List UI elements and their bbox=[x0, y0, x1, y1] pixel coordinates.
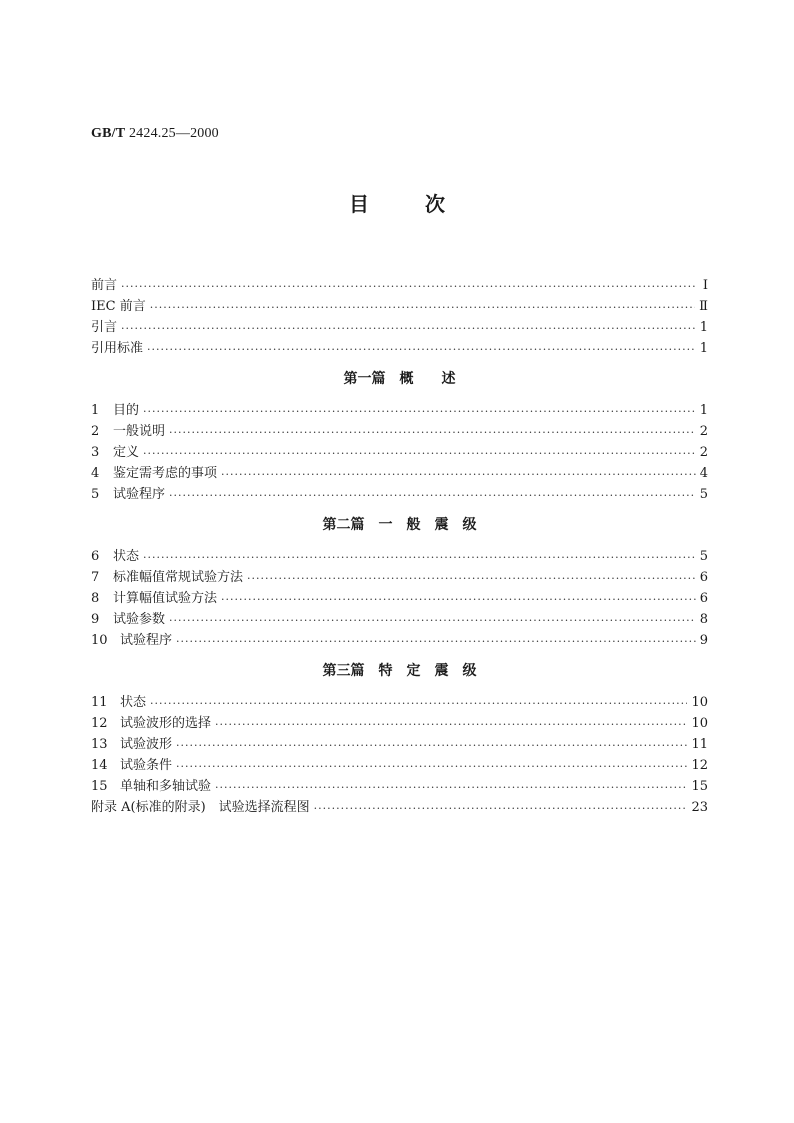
toc-entry-page: 2 bbox=[699, 424, 708, 439]
toc-entry-label: 状态 bbox=[120, 695, 147, 710]
leader-dots bbox=[147, 340, 696, 359]
standard-code bbox=[91, 126, 219, 142]
leader-dots bbox=[121, 319, 696, 338]
toc-entry-number: 9 bbox=[91, 612, 100, 627]
toc-entry-page: 23 bbox=[691, 800, 708, 815]
toc-entry[interactable] bbox=[91, 546, 708, 567]
toc-entry-page: 6 bbox=[699, 591, 708, 606]
toc-entry-page: 2 bbox=[699, 445, 708, 460]
toc-entry[interactable] bbox=[91, 755, 708, 776]
toc-entry[interactable] bbox=[91, 484, 708, 505]
leader-dots bbox=[150, 298, 695, 317]
toc-title-char-1: 目 bbox=[349, 192, 369, 216]
toc-entry-label: 目的 bbox=[113, 403, 140, 418]
leader-dots bbox=[169, 611, 696, 630]
leader-dots bbox=[247, 569, 696, 588]
toc-entry-iec-preface[interactable] bbox=[91, 296, 708, 317]
toc-entry[interactable] bbox=[91, 567, 708, 588]
toc-entry-label: 定义 bbox=[113, 445, 140, 460]
toc-entry-preface[interactable] bbox=[91, 275, 708, 296]
toc-entry-page: 10 bbox=[691, 695, 708, 710]
toc-entry-number: 12 bbox=[91, 716, 108, 731]
toc-entry-label: 试验波形 bbox=[120, 737, 173, 752]
toc-entry[interactable] bbox=[91, 400, 708, 421]
leader-dots bbox=[215, 715, 687, 734]
toc-entry-page: 8 bbox=[699, 612, 708, 627]
toc-entry-number: 3 bbox=[91, 445, 100, 460]
toc-entry-number: 2 bbox=[91, 424, 100, 439]
toc-entry-page: 12 bbox=[691, 758, 708, 773]
toc-entry[interactable] bbox=[91, 442, 708, 463]
toc-entry-label: 试验程序 bbox=[113, 487, 166, 502]
toc-entry[interactable] bbox=[91, 609, 708, 630]
toc-entry-label: 前言 bbox=[91, 278, 118, 293]
toc-entry-label: 鉴定需考虑的事项 bbox=[113, 466, 218, 481]
toc-entry-label: 标准幅值常规试验方法 bbox=[113, 570, 244, 585]
toc-entry-page: 5 bbox=[699, 549, 708, 564]
leader-dots bbox=[143, 548, 696, 567]
toc-entry-label: 附录 A(标准的附录) 试验选择流程图 bbox=[91, 800, 310, 815]
part-heading-3: 第三篇 特 定 震 级 bbox=[322, 663, 477, 679]
toc-entry-label: 试验条件 bbox=[120, 758, 173, 773]
toc-entry-page: 9 bbox=[699, 633, 708, 648]
toc-entry[interactable] bbox=[91, 421, 708, 442]
leader-dots bbox=[169, 486, 696, 505]
toc-entry-label: 一般说明 bbox=[113, 424, 166, 439]
toc-entry[interactable] bbox=[91, 588, 708, 609]
part-heading-1: 第一篇 概 述 bbox=[343, 371, 456, 387]
toc-entry-appendix-a[interactable] bbox=[91, 797, 708, 818]
toc-entry[interactable] bbox=[91, 463, 708, 484]
toc-entry-label: 引言 bbox=[91, 320, 118, 335]
toc-entry-number: 10 bbox=[91, 633, 108, 648]
toc-entry-label: 单轴和多轴试验 bbox=[120, 779, 212, 794]
toc-entry-number: 5 bbox=[91, 487, 100, 502]
leader-dots bbox=[150, 694, 687, 713]
toc-entry-page: Ⅱ bbox=[699, 299, 708, 314]
leader-dots bbox=[215, 778, 687, 797]
toc-entry-label: 计算幅值试验方法 bbox=[113, 591, 218, 606]
toc-entry-number: 7 bbox=[91, 570, 100, 585]
toc-entry[interactable] bbox=[91, 630, 708, 651]
toc-entry-number: 15 bbox=[91, 779, 108, 794]
standard-prefix: GB/T bbox=[91, 126, 126, 141]
toc-entry-label: 试验波形的选择 bbox=[120, 716, 212, 731]
toc-entry-page: 10 bbox=[691, 716, 708, 731]
part-heading-2: 第二篇 一 般 震 级 bbox=[322, 517, 477, 533]
leader-dots bbox=[143, 444, 696, 463]
toc-entry-introduction[interactable] bbox=[91, 317, 708, 338]
toc-entry-number: 8 bbox=[91, 591, 100, 606]
toc-entry-label: 引用标准 bbox=[91, 341, 144, 356]
toc-entry[interactable] bbox=[91, 692, 708, 713]
leader-dots bbox=[121, 277, 696, 296]
toc-title bbox=[0, 188, 794, 217]
toc-entry-page: 1 bbox=[699, 320, 708, 335]
toc-entry-label: 试验程序 bbox=[120, 633, 173, 648]
table-of-contents bbox=[91, 275, 708, 818]
leader-dots bbox=[143, 402, 696, 421]
leader-dots bbox=[176, 736, 687, 755]
toc-entry[interactable] bbox=[91, 776, 708, 797]
toc-entry-page: I bbox=[702, 278, 708, 293]
leader-dots bbox=[221, 465, 696, 484]
toc-entry-number: 14 bbox=[91, 758, 108, 773]
toc-entry-number: 6 bbox=[91, 549, 100, 564]
toc-entry-page: 4 bbox=[699, 466, 708, 481]
toc-entry-number: 11 bbox=[91, 695, 108, 710]
toc-entry-page: 15 bbox=[691, 779, 708, 794]
toc-entry-page: 1 bbox=[699, 341, 708, 356]
toc-entry-number: 13 bbox=[91, 737, 108, 752]
leader-dots bbox=[169, 423, 696, 442]
leader-dots bbox=[314, 799, 688, 818]
toc-entry-number: 4 bbox=[91, 466, 100, 481]
toc-title-char-2: 次 bbox=[425, 192, 445, 216]
leader-dots bbox=[176, 632, 696, 651]
toc-entry-page: 6 bbox=[699, 570, 708, 585]
toc-entry[interactable] bbox=[91, 713, 708, 734]
leader-dots bbox=[176, 757, 687, 776]
toc-entry-page: 11 bbox=[691, 737, 708, 752]
toc-entry-label: IEC 前言 bbox=[91, 299, 146, 314]
toc-entry-page: 1 bbox=[699, 403, 708, 418]
toc-entry[interactable] bbox=[91, 734, 708, 755]
toc-entry-number: 1 bbox=[91, 403, 100, 418]
toc-entry-label: 试验参数 bbox=[113, 612, 166, 627]
toc-entry-referenced-standards[interactable] bbox=[91, 338, 708, 359]
standard-number: 2424.25—2000 bbox=[128, 126, 219, 141]
toc-entry-label: 状态 bbox=[113, 549, 140, 564]
toc-entry-page: 5 bbox=[699, 487, 708, 502]
leader-dots bbox=[221, 590, 696, 609]
